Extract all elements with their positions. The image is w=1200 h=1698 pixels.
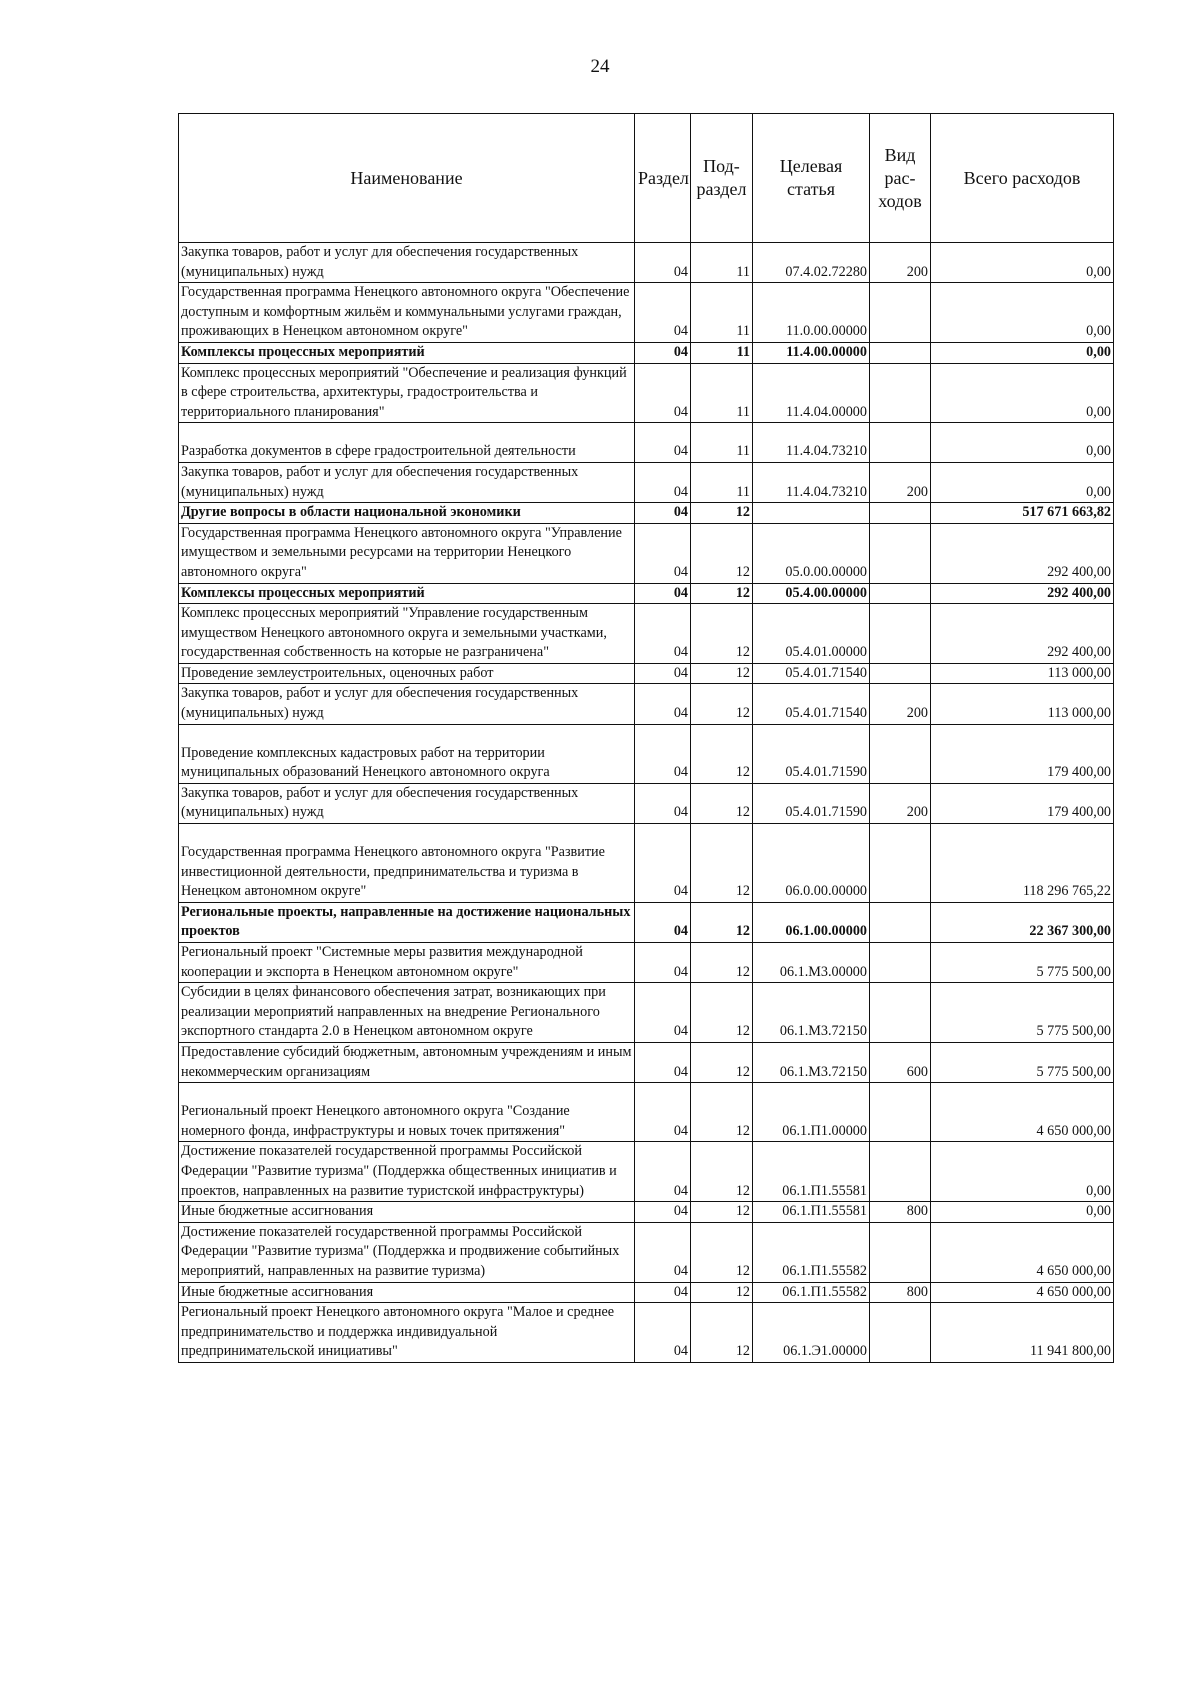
cell-subsection: 11 bbox=[691, 342, 753, 363]
cell-kind: 200 bbox=[870, 462, 931, 502]
cell-name: Региональный проект "Системные меры развития международной кооперации и экспорта в Ненецком автономном округе" bbox=[179, 943, 635, 983]
cell-target: 11.4.04.73210 bbox=[753, 462, 870, 502]
cell-total: 113 000,00 bbox=[931, 663, 1114, 684]
cell-target: 07.4.02.72280 bbox=[753, 243, 870, 283]
header-subsection: Под-раздел bbox=[691, 114, 753, 243]
cell-total: 292 400,00 bbox=[931, 583, 1114, 604]
cell-kind bbox=[870, 1142, 931, 1202]
cell-section: 04 bbox=[635, 1282, 691, 1303]
cell-section: 04 bbox=[635, 363, 691, 423]
cell-total: 0,00 bbox=[931, 1202, 1114, 1223]
cell-total: 113 000,00 bbox=[931, 684, 1114, 724]
cell-name: Комплексы процессных мероприятий bbox=[179, 583, 635, 604]
cell-kind: 600 bbox=[870, 1042, 931, 1082]
cell-target: 06.0.00.00000 bbox=[753, 824, 870, 903]
cell-section: 04 bbox=[635, 1303, 691, 1363]
cell-total: 0,00 bbox=[931, 243, 1114, 283]
cell-target: 06.1.М3.72150 bbox=[753, 983, 870, 1043]
cell-subsection: 12 bbox=[691, 724, 753, 783]
cell-section: 04 bbox=[635, 943, 691, 983]
cell-total: 11 941 800,00 bbox=[931, 1303, 1114, 1363]
cell-name: Региональный проект Ненецкого автономного округа "Малое и среднее предпринимательство и поддержка индивидуальной предпринимательской инициативы" bbox=[179, 1303, 635, 1363]
table-header bbox=[179, 114, 1114, 243]
cell-name: Разработка документов в сфере градостроительной деятельности bbox=[179, 423, 635, 463]
cell-section: 04 bbox=[635, 1083, 691, 1142]
cell-target: 06.1.П1.00000 bbox=[753, 1083, 870, 1142]
cell-subsection: 12 bbox=[691, 783, 753, 823]
cell-name: Закупка товаров, работ и услуг для обеспечения государственных (муниципальных) нужд bbox=[179, 783, 635, 823]
cell-subsection: 12 bbox=[691, 1202, 753, 1223]
cell-target: 06.1.М3.00000 bbox=[753, 943, 870, 983]
cell-section: 04 bbox=[635, 503, 691, 524]
table-row bbox=[179, 604, 1114, 664]
cell-total: 4 650 000,00 bbox=[931, 1282, 1114, 1303]
cell-subsection: 12 bbox=[691, 1142, 753, 1202]
cell-name: Закупка товаров, работ и услуг для обеспечения государственных (муниципальных) нужд bbox=[179, 684, 635, 724]
table-row bbox=[179, 583, 1114, 604]
cell-total: 0,00 bbox=[931, 423, 1114, 463]
cell-total: 179 400,00 bbox=[931, 724, 1114, 783]
cell-total: 5 775 500,00 bbox=[931, 1042, 1114, 1082]
table-row bbox=[179, 902, 1114, 942]
table-row bbox=[179, 363, 1114, 423]
table-row bbox=[179, 503, 1114, 524]
cell-subsection: 12 bbox=[691, 523, 753, 583]
cell-section: 04 bbox=[635, 1042, 691, 1082]
cell-target: 06.1.М3.72150 bbox=[753, 1042, 870, 1082]
cell-kind: 800 bbox=[870, 1202, 931, 1223]
cell-section: 04 bbox=[635, 243, 691, 283]
cell-name: Достижение показателей государственной программы Российской Федерации "Развитие туризма" (Поддержка общественных инициатив и проектов, направленных на развитие туристской инфраструктуры) bbox=[179, 1142, 635, 1202]
cell-name: Закупка товаров, работ и услуг для обеспечения государственных (муниципальных) нужд bbox=[179, 462, 635, 502]
header-target: Целевая статья bbox=[753, 114, 870, 243]
cell-subsection: 12 bbox=[691, 1042, 753, 1082]
cell-target: 06.1.П1.55581 bbox=[753, 1202, 870, 1223]
cell-section: 04 bbox=[635, 583, 691, 604]
cell-total: 4 650 000,00 bbox=[931, 1083, 1114, 1142]
cell-target: 06.1.П1.55582 bbox=[753, 1282, 870, 1303]
cell-section: 04 bbox=[635, 1142, 691, 1202]
cell-kind bbox=[870, 943, 931, 983]
cell-subsection: 12 bbox=[691, 983, 753, 1043]
cell-section: 04 bbox=[635, 604, 691, 664]
cell-name: Региональный проект Ненецкого автономного округа "Создание номерного фонда, инфраструктуры и новых точек притяжения" bbox=[179, 1083, 635, 1142]
table-row bbox=[179, 283, 1114, 343]
cell-name: Субсидии в целях финансового обеспечения затрат, возникающих при реализации мероприятий направленных на внедрение Регионального экспортного стандарта 2.0 в Ненецком автономном округе bbox=[179, 983, 635, 1043]
table-row bbox=[179, 1282, 1114, 1303]
cell-target: 06.1.П1.55581 bbox=[753, 1142, 870, 1202]
cell-kind: 200 bbox=[870, 783, 931, 823]
cell-name: Другие вопросы в области национальной экономики bbox=[179, 503, 635, 524]
header-name: Наименование bbox=[179, 114, 635, 243]
cell-kind bbox=[870, 604, 931, 664]
table-row bbox=[179, 1083, 1114, 1142]
cell-section: 04 bbox=[635, 724, 691, 783]
cell-kind bbox=[870, 423, 931, 463]
cell-total: 5 775 500,00 bbox=[931, 983, 1114, 1043]
cell-kind bbox=[870, 983, 931, 1043]
table-row bbox=[179, 684, 1114, 724]
page-number: 24 bbox=[590, 56, 610, 77]
cell-target: 11.0.00.00000 bbox=[753, 283, 870, 343]
cell-subsection: 11 bbox=[691, 243, 753, 283]
cell-name: Предоставление субсидий бюджетным, автономным учреждениям и иным некоммерческим организациям bbox=[179, 1042, 635, 1082]
table-row bbox=[179, 342, 1114, 363]
cell-subsection: 12 bbox=[691, 604, 753, 664]
cell-kind bbox=[870, 1083, 931, 1142]
cell-subsection: 12 bbox=[691, 1222, 753, 1282]
cell-total: 179 400,00 bbox=[931, 783, 1114, 823]
cell-section: 04 bbox=[635, 342, 691, 363]
cell-name: Государственная программа Ненецкого автономного округа "Управление имуществом и земельными ресурсами на территории Ненецкого автономного округа" bbox=[179, 523, 635, 583]
cell-total: 5 775 500,00 bbox=[931, 943, 1114, 983]
cell-name: Иные бюджетные ассигнования bbox=[179, 1202, 635, 1223]
cell-subsection: 12 bbox=[691, 943, 753, 983]
cell-section: 04 bbox=[635, 423, 691, 463]
cell-kind bbox=[870, 503, 931, 524]
table-row bbox=[179, 243, 1114, 283]
cell-total: 0,00 bbox=[931, 363, 1114, 423]
cell-total: 0,00 bbox=[931, 462, 1114, 502]
cell-subsection: 12 bbox=[691, 503, 753, 524]
cell-section: 04 bbox=[635, 663, 691, 684]
cell-kind: 200 bbox=[870, 243, 931, 283]
cell-name: Закупка товаров, работ и услуг для обеспечения государственных (муниципальных) нужд bbox=[179, 243, 635, 283]
cell-section: 04 bbox=[635, 1222, 691, 1282]
table-row bbox=[179, 462, 1114, 502]
cell-section: 04 bbox=[635, 684, 691, 724]
table-row bbox=[179, 1303, 1114, 1363]
cell-kind bbox=[870, 523, 931, 583]
cell-subsection: 11 bbox=[691, 363, 753, 423]
cell-section: 04 bbox=[635, 983, 691, 1043]
table-row bbox=[179, 724, 1114, 783]
cell-subsection: 11 bbox=[691, 462, 753, 502]
cell-kind bbox=[870, 283, 931, 343]
table-row bbox=[179, 423, 1114, 463]
cell-kind bbox=[870, 1222, 931, 1282]
cell-section: 04 bbox=[635, 783, 691, 823]
cell-total: 292 400,00 bbox=[931, 523, 1114, 583]
cell-target: 06.1.00.00000 bbox=[753, 902, 870, 942]
cell-target: 11.4.04.73210 bbox=[753, 423, 870, 463]
table-row bbox=[179, 824, 1114, 903]
cell-subsection: 12 bbox=[691, 824, 753, 903]
cell-target: 11.4.04.00000 bbox=[753, 363, 870, 423]
table-row bbox=[179, 663, 1114, 684]
cell-total: 4 650 000,00 bbox=[931, 1222, 1114, 1282]
table-row bbox=[179, 523, 1114, 583]
cell-name: Достижение показателей государственной программы Российской Федерации "Развитие туризма" (Поддержка и продвижение событийных мероприятий, направленных на развитие туризма) bbox=[179, 1222, 635, 1282]
cell-name: Комплекс процессных мероприятий "Обеспечение и реализация функций в сфере строительства, архитектуры, градостроительства и территориального планирования" bbox=[179, 363, 635, 423]
cell-name: Государственная программа Ненецкого автономного округа "Развитие инвестиционной деятельности, предпринимательства и туризма в Ненецком автономном округе" bbox=[179, 824, 635, 903]
cell-target: 05.4.01.71590 bbox=[753, 724, 870, 783]
table-row bbox=[179, 1222, 1114, 1282]
cell-name: Иные бюджетные ассигнования bbox=[179, 1282, 635, 1303]
cell-target: 11.4.00.00000 bbox=[753, 342, 870, 363]
table-row bbox=[179, 983, 1114, 1043]
table-row bbox=[179, 783, 1114, 823]
cell-name: Комплексы процессных мероприятий bbox=[179, 342, 635, 363]
cell-kind bbox=[870, 363, 931, 423]
cell-section: 04 bbox=[635, 523, 691, 583]
header-section: Раздел bbox=[635, 114, 691, 243]
cell-subsection: 12 bbox=[691, 663, 753, 684]
cell-target: 05.4.01.71540 bbox=[753, 684, 870, 724]
cell-kind bbox=[870, 663, 931, 684]
cell-total: 517 671 663,82 bbox=[931, 503, 1114, 524]
cell-name: Государственная программа Ненецкого автономного округа "Обеспечение доступным и комфортным жильём и коммунальными услугами граждан, проживающих в Ненецком автономном округе" bbox=[179, 283, 635, 343]
table-row bbox=[179, 1042, 1114, 1082]
cell-total: 22 367 300,00 bbox=[931, 902, 1114, 942]
header-kind: Вид рас-ходов bbox=[870, 114, 931, 243]
cell-total: 292 400,00 bbox=[931, 604, 1114, 664]
cell-subsection: 12 bbox=[691, 1282, 753, 1303]
cell-target: 05.4.01.71590 bbox=[753, 783, 870, 823]
cell-target: 05.0.00.00000 bbox=[753, 523, 870, 583]
cell-name: Комплекс процессных мероприятий "Управление государственным имуществом Ненецкого автономного округа и земельными участками, государственная собственность на которые не разграничена" bbox=[179, 604, 635, 664]
cell-name: Проведение комплексных кадастровых работ на территории муниципальных образований Ненецкого автономного округа bbox=[179, 724, 635, 783]
cell-kind: 800 bbox=[870, 1282, 931, 1303]
cell-subsection: 12 bbox=[691, 583, 753, 604]
cell-kind bbox=[870, 342, 931, 363]
cell-total: 0,00 bbox=[931, 1142, 1114, 1202]
cell-kind bbox=[870, 724, 931, 783]
table-body bbox=[179, 243, 1114, 1363]
cell-section: 04 bbox=[635, 902, 691, 942]
cell-subsection: 12 bbox=[691, 1083, 753, 1142]
cell-target: 05.4.00.00000 bbox=[753, 583, 870, 604]
table-row bbox=[179, 943, 1114, 983]
cell-section: 04 bbox=[635, 824, 691, 903]
cell-name: Региональные проекты, направленные на достижение национальных проектов bbox=[179, 902, 635, 942]
cell-kind bbox=[870, 824, 931, 903]
table-row bbox=[179, 1142, 1114, 1202]
header-total: Всего расходов bbox=[931, 114, 1114, 243]
cell-target: 06.1.Э1.00000 bbox=[753, 1303, 870, 1363]
cell-section: 04 bbox=[635, 462, 691, 502]
budget-table bbox=[178, 113, 1114, 1363]
cell-subsection: 11 bbox=[691, 283, 753, 343]
cell-target: 05.4.01.71540 bbox=[753, 663, 870, 684]
cell-subsection: 12 bbox=[691, 1303, 753, 1363]
cell-kind bbox=[870, 1303, 931, 1363]
cell-section: 04 bbox=[635, 283, 691, 343]
table-row bbox=[179, 1202, 1114, 1223]
cell-kind bbox=[870, 902, 931, 942]
cell-target bbox=[753, 503, 870, 524]
cell-name: Проведение землеустроительных, оценочных работ bbox=[179, 663, 635, 684]
cell-section: 04 bbox=[635, 1202, 691, 1223]
cell-target: 06.1.П1.55582 bbox=[753, 1222, 870, 1282]
cell-total: 118 296 765,22 bbox=[931, 824, 1114, 903]
cell-subsection: 11 bbox=[691, 423, 753, 463]
cell-kind: 200 bbox=[870, 684, 931, 724]
cell-total: 0,00 bbox=[931, 342, 1114, 363]
cell-target: 05.4.01.00000 bbox=[753, 604, 870, 664]
cell-total: 0,00 bbox=[931, 283, 1114, 343]
cell-subsection: 12 bbox=[691, 684, 753, 724]
cell-kind bbox=[870, 583, 931, 604]
cell-subsection: 12 bbox=[691, 902, 753, 942]
